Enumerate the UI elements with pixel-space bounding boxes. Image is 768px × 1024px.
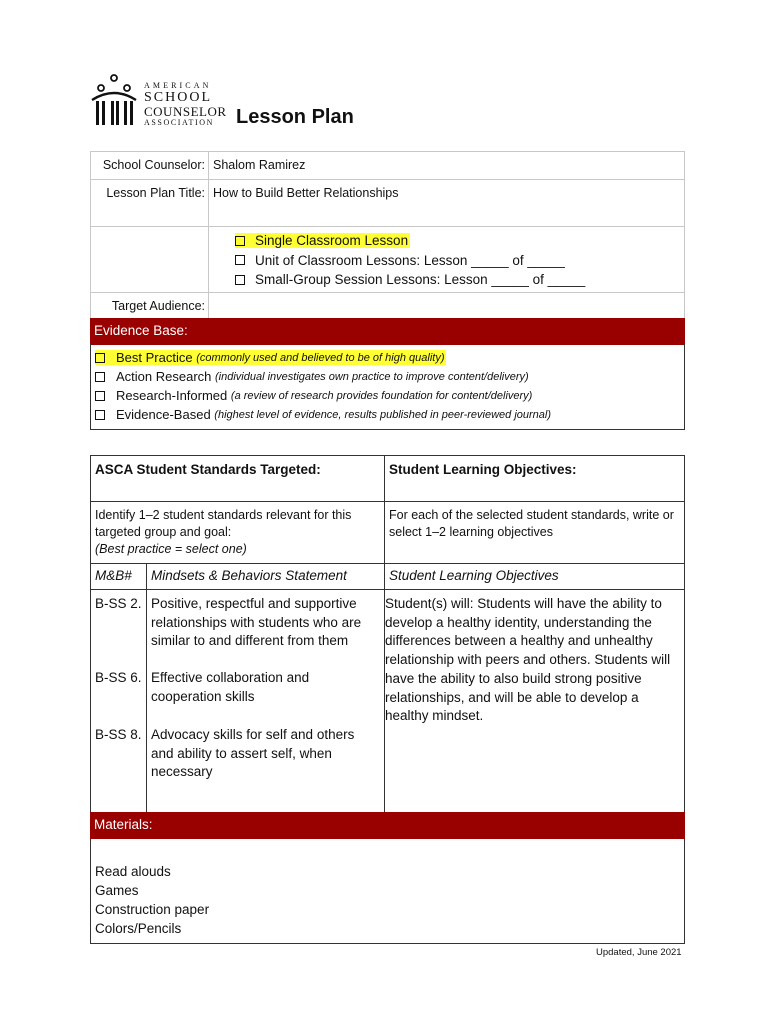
page-title: Lesson Plan [236,106,354,128]
evidence-base-list [90,344,685,430]
lesson-info-table [90,151,685,320]
evidence-desc: (commonly used and believed to be of high quality) [196,351,445,364]
standards-intro-note: (Best practice = select one) [95,542,247,556]
materials-heading: Materials: [90,812,685,839]
materials-list[interactable] [90,839,685,944]
checkbox-icon[interactable] [95,372,105,382]
evidence-item-action-research[interactable] [95,367,684,386]
org-name [144,82,227,127]
material-item: Games [95,883,139,898]
column-code: M&B# [91,564,147,590]
asca-logo [90,74,230,128]
objectives-intro: For each of the selected student standards, write or select 1–2 learning objectives [385,502,685,564]
org-line: ASSOCIATION [144,118,215,127]
standard-statement[interactable]: Effective collaboration and cooperation skills [151,670,310,704]
standard-statements [147,590,385,818]
evidence-item-best-practice[interactable] [95,348,684,367]
objective-text[interactable]: Student(s) will: Students will have the ability to develop a healthy identity, understanding the differences between a healthy and unhealthy relationship with peers and others. Students will have the ability to also build strong positive relationships, and will be able to develop a healthy mindset. [385,590,685,818]
checkbox-icon[interactable] [95,391,105,401]
checkbox-icon[interactable] [235,275,245,285]
checkbox-icon[interactable] [95,353,105,363]
org-line: SCHOOL [144,90,213,105]
standard-code: B-SS 6. [95,670,142,685]
material-item: Construction paper [95,902,210,917]
evidence-desc: (a review of research provides foundation for content/delivery) [230,389,533,402]
evidence-name: Evidence-Based [116,407,211,422]
standards-header: ASCA Student Standards Targeted: [91,456,385,502]
standards-table [90,455,685,818]
standard-codes [91,590,147,818]
material-item: Read alouds [95,864,171,879]
evidence-desc: (highest level of evidence, results published in peer-reviewed journal) [214,408,552,421]
evidence-name: Best Practice [116,350,193,365]
option-label: Single Classroom Lesson [255,233,409,249]
target-audience-value[interactable] [209,292,685,319]
empty-cell [91,227,209,293]
org-line: COUNSELOR [144,104,227,119]
evidence-item-evidence-based[interactable] [95,405,684,424]
column-statement: Mindsets & Behaviors Statement [147,564,385,590]
org-line: AMERICAN [144,81,212,90]
lesson-title-value[interactable]: How to Build Better Relationships [209,180,685,227]
evidence-desc: (individual investigates own practice to improve content/delivery) [215,370,529,383]
column-objectives: Student Learning Objectives [385,564,685,590]
standard-code: B-SS 8. [95,727,142,742]
checkbox-icon[interactable] [95,410,105,420]
asca-emblem-icon [90,74,140,128]
material-item: Colors/Pencils [95,921,182,936]
counselor-value[interactable]: Shalom Ramirez [209,152,685,180]
evidence-base-heading: Evidence Base: [90,318,685,345]
standard-statement[interactable]: Advocacy skills for self and others and ability to assert self, when necessary [151,727,355,780]
standards-intro-text: Identify 1–2 student standards relevant for this targeted group and goal: [95,508,352,539]
standards-intro [91,502,385,564]
evidence-name: Research-Informed [116,388,228,403]
counselor-label: School Counselor: [91,152,209,180]
objectives-header: Student Learning Objectives: [385,456,685,502]
checkbox-icon[interactable] [235,236,245,246]
lesson-option-unit[interactable] [235,251,684,271]
standard-statement[interactable]: Positive, respectful and supportive relationships with students who are similar to and different from them [151,596,362,649]
updated-date: Updated, June 2021 [596,947,682,958]
lesson-option-small-group[interactable] [235,270,684,290]
checkbox-icon[interactable] [235,255,245,265]
lesson-title-label: Lesson Plan Title: [91,180,209,227]
lesson-option-single[interactable] [235,231,684,251]
lesson-type-options [209,227,685,293]
standard-code: B-SS 2. [95,596,142,611]
evidence-name: Action Research [116,369,212,384]
option-label: Small-Group Session Lessons: Lesson _____ of _____ [255,272,586,288]
target-audience-label: Target Audience: [91,292,209,319]
evidence-item-research-informed[interactable] [95,386,684,405]
option-label: Unit of Classroom Lessons: Lesson _____ of _____ [255,252,565,268]
